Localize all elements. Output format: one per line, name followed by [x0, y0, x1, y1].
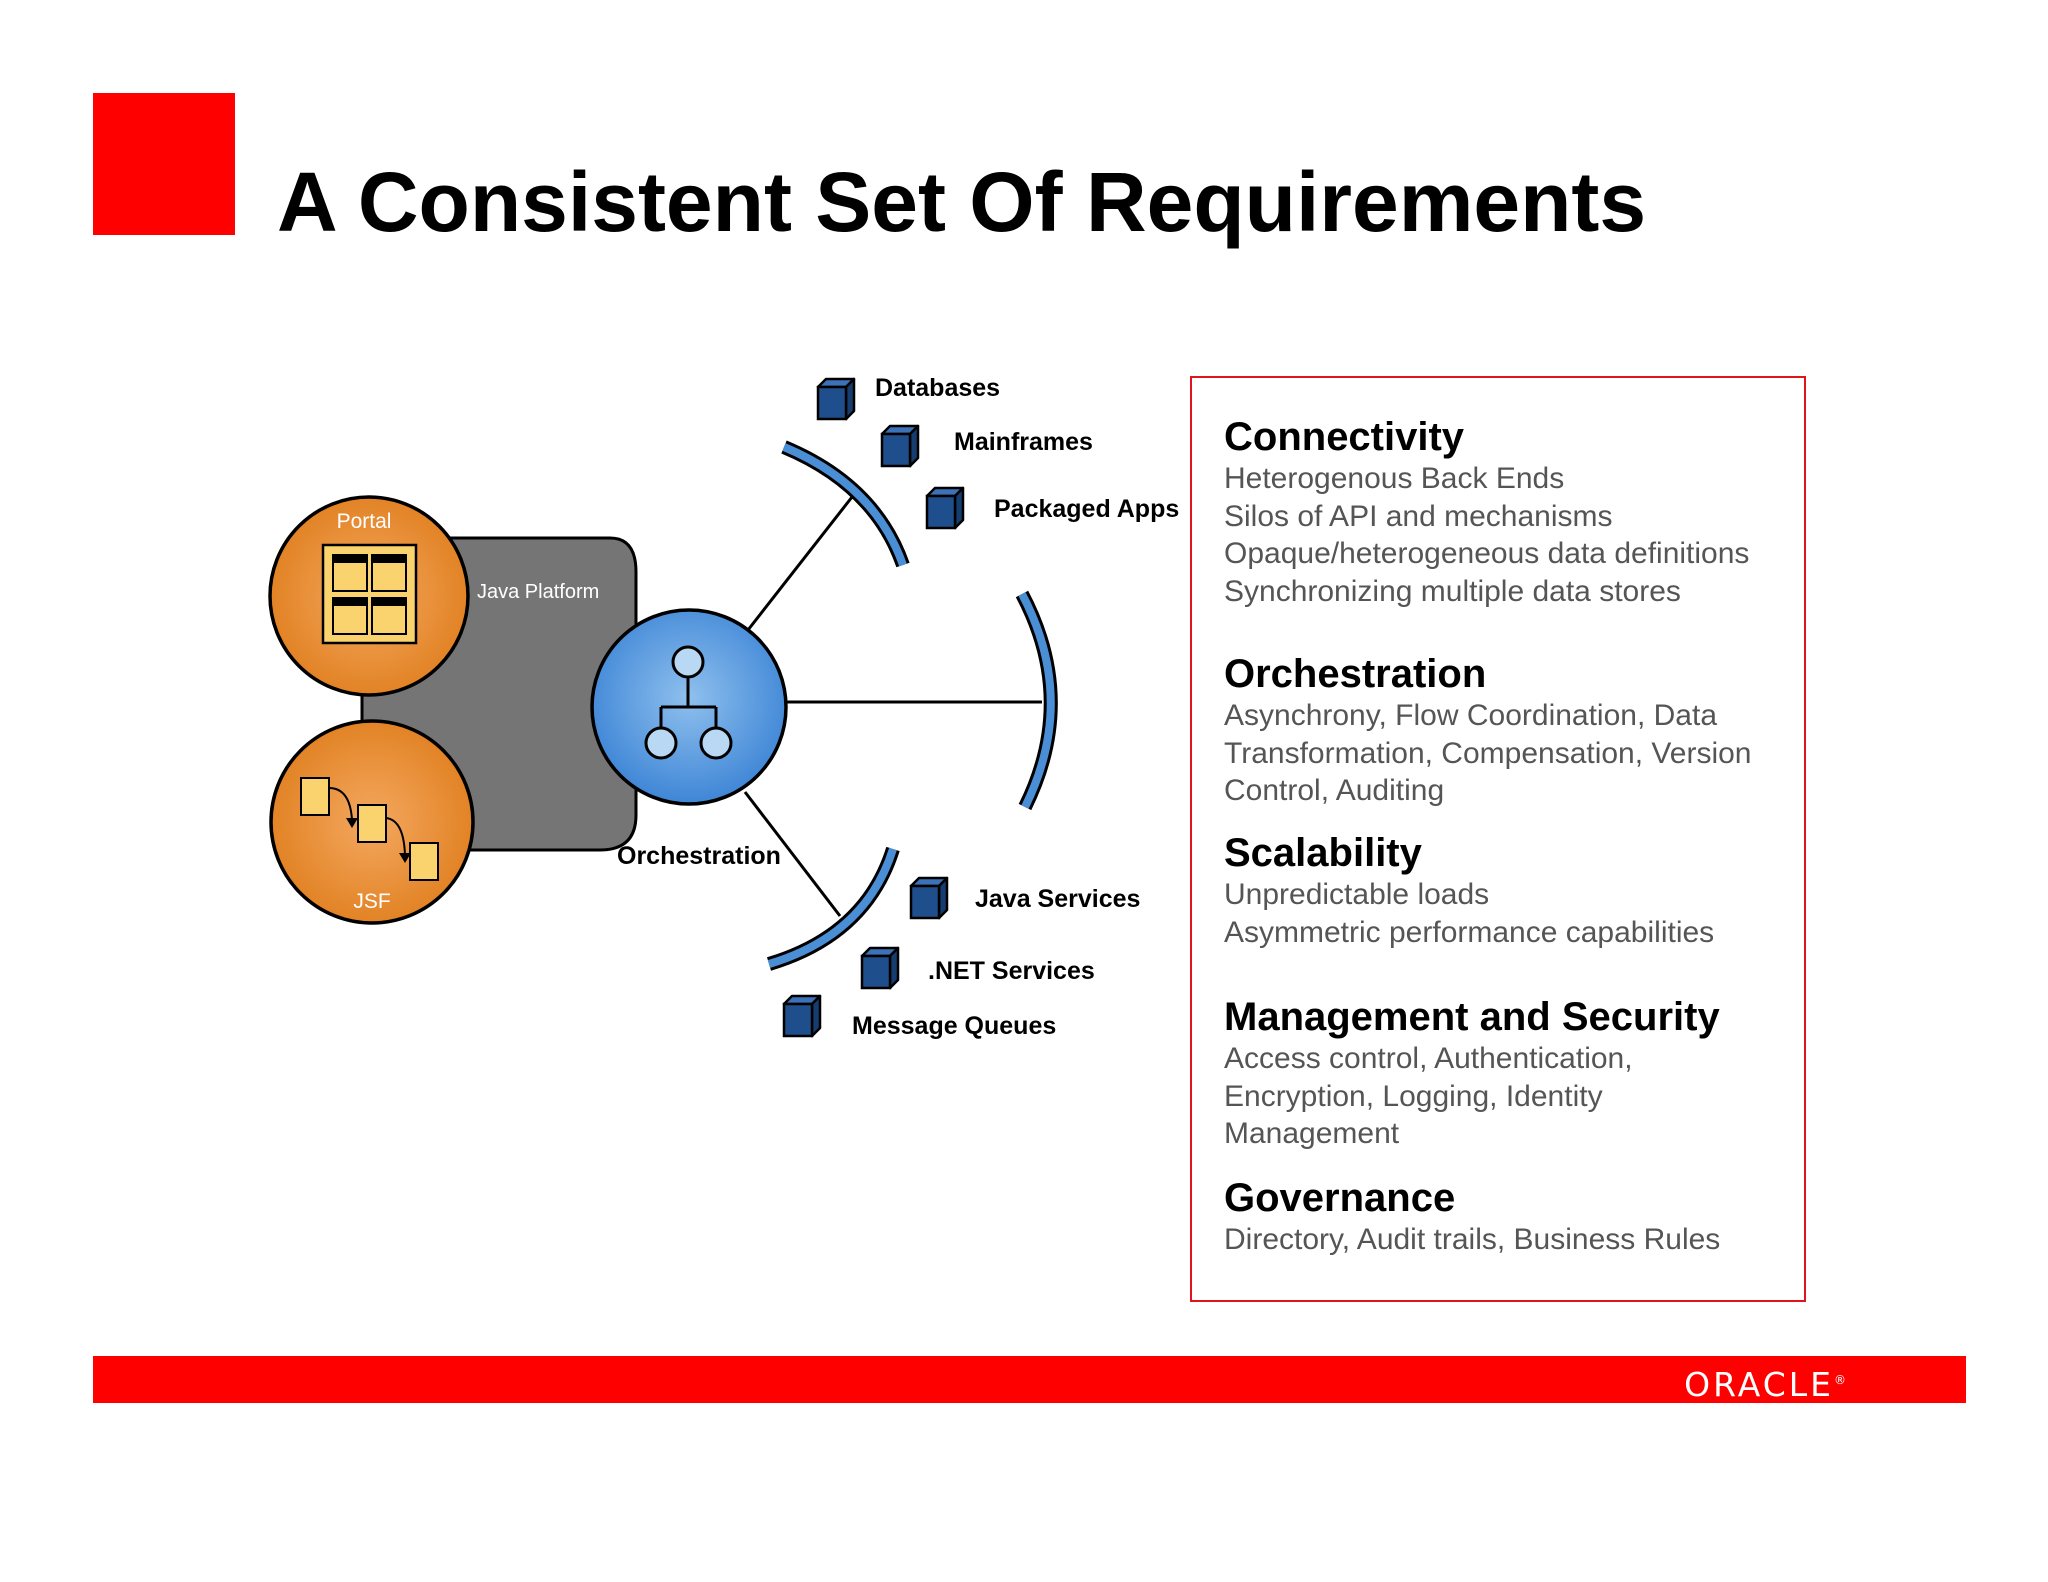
requirements-box [1190, 376, 1806, 1302]
requirement-management-security [1224, 994, 1720, 1153]
requirement-orchestration [1224, 651, 1751, 810]
requirement-line: Unpredictable loads [1224, 878, 1490, 911]
packaged-apps-cube-icon [927, 488, 963, 528]
requirement-line: Opaque/heterogeneous data definitions [1224, 537, 1750, 570]
requirement-line: Synchronizing multiple data stores [1224, 574, 1681, 608]
requirement-heading: Management and Security [1224, 995, 1720, 1039]
backend-net-services-label: .NET Services [928, 957, 1095, 985]
requirement-line: Silos of API and mechanisms [1224, 499, 1613, 533]
backend-databases-label: Databases [875, 374, 1001, 402]
message-queues-cube-icon [784, 996, 820, 1036]
requirement-connectivity [1224, 414, 1749, 610]
databases-cube-icon [818, 379, 854, 419]
requirement-line: Access control, Authentication, [1224, 1042, 1633, 1075]
requirement-line: Encryption, Logging, Identity [1224, 1079, 1603, 1113]
requirement-heading: Connectivity [1224, 415, 1465, 459]
backend-java-services-label: Java Services [975, 885, 1141, 913]
java-services-cube-icon [911, 878, 947, 918]
java-platform-label: Java Platform [477, 581, 600, 603]
requirement-line: Management [1224, 1117, 1400, 1150]
oracle-logo-text: ORACLE [1684, 1365, 1834, 1404]
backend-mainframes-label: Mainframes [954, 428, 1093, 456]
requirement-heading: Orchestration [1224, 652, 1487, 696]
orchestration-label: Orchestration [617, 842, 781, 870]
requirement-heading: Governance [1224, 1176, 1456, 1220]
backend-packaged-apps-label: Packaged Apps [994, 495, 1180, 523]
requirement-line: Asymmetric performance capabilities [1224, 915, 1715, 949]
jsf-label: JSF [353, 890, 391, 913]
requirement-governance [1224, 1175, 1720, 1259]
requirement-line: Directory, Audit trails, Business Rules [1224, 1223, 1721, 1256]
requirement-heading: Scalability [1224, 831, 1422, 875]
slide-title: A Consistent Set Of Requirements [277, 155, 1647, 249]
requirement-line: Control, Auditing [1224, 774, 1445, 807]
connector-top [748, 497, 852, 630]
requirement-line: Transformation, Compensation, Version [1224, 736, 1752, 770]
mainframes-cube-icon [882, 426, 918, 466]
footer-bar [93, 1356, 1966, 1403]
requirement-line: Asynchrony, Flow Coordination, Data [1224, 699, 1718, 732]
requirement-line: Heterogenous Back Ends [1224, 462, 1565, 495]
portal-label: Portal [336, 510, 392, 533]
backend-message-queues-label: Message Queues [852, 1012, 1057, 1040]
oracle-trademark: ® [1834, 1373, 1846, 1387]
oracle-logo [1684, 1360, 1846, 1405]
requirement-scalability [1224, 830, 1714, 951]
portal-window-icon [323, 545, 416, 643]
net-services-cube-icon [862, 948, 898, 988]
